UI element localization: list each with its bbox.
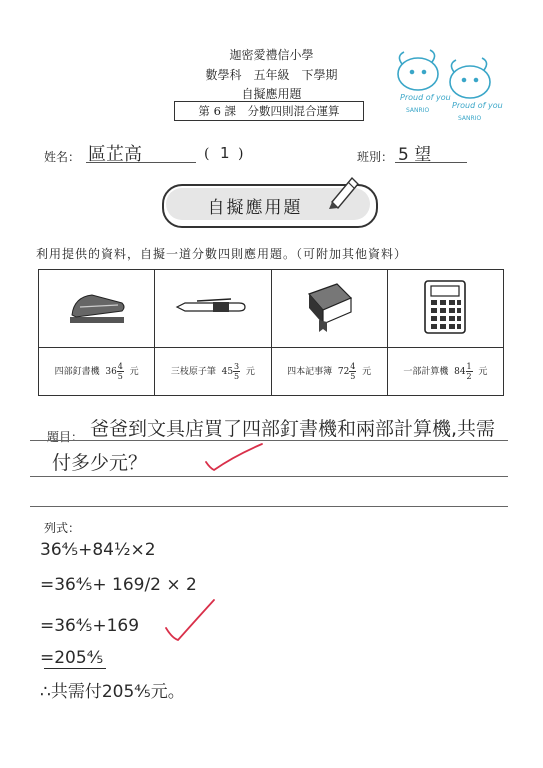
final-answer: ∴共需付205⅘元。	[40, 682, 185, 702]
item-fraction: $\frac{4}{5}$	[350, 362, 356, 381]
item-label: 一部計算機	[403, 367, 449, 377]
item-image-cell	[155, 270, 271, 348]
pencil-icon	[326, 172, 362, 210]
name-label: 姓名：	[44, 150, 81, 164]
question-line-1: 爸爸到文具店買了四部釘書機和兩部計算機,共需	[90, 418, 496, 440]
subject-line: 數學科 五年級 下學期	[205, 68, 338, 82]
number-value: 1	[220, 144, 230, 162]
check-mark-icon	[160, 596, 220, 646]
result-underline	[44, 668, 106, 669]
calculator-icon	[422, 279, 468, 335]
check-mark-icon	[200, 440, 266, 474]
item-fraction: $\frac{3}{5}$	[234, 362, 240, 381]
lesson-title: 第 6 課 分數四則混合運算	[174, 101, 364, 121]
stamp-text-1: Proud of you	[400, 93, 451, 102]
answer-rule-3	[30, 506, 508, 507]
item-label: 四本記事簿	[287, 367, 333, 377]
answer-rule-1	[30, 440, 508, 441]
item-whole: 72	[337, 367, 350, 377]
class-label: 班別：	[357, 150, 394, 164]
name-underline	[86, 162, 196, 163]
item-whole: 84	[454, 367, 466, 377]
working-step-2: =36⅘+ 169/2 × 2	[40, 575, 197, 595]
item-caption	[155, 348, 271, 396]
answer-rule-2	[30, 476, 508, 477]
item-image-cell	[271, 270, 387, 348]
working-step-1: 36⅘+84½×2	[40, 540, 156, 560]
item-fraction: $\frac{1}{2}$	[466, 362, 472, 381]
stamp-text-2b: SANRIO	[458, 115, 482, 122]
item-image-cell	[387, 270, 503, 348]
item-caption	[39, 348, 155, 396]
banner-title: 自擬應用題	[207, 198, 303, 218]
name-value: 區芷高	[88, 144, 142, 165]
question-line-2: 付多少元？	[52, 452, 148, 474]
worksheet-title: 自擬應用題	[241, 87, 302, 101]
item-image-cell	[39, 270, 155, 348]
item-caption	[387, 348, 503, 396]
question-label: 題目：	[47, 430, 84, 444]
stamp-text-2: SANRIO	[406, 107, 430, 114]
item-whole: 36	[105, 367, 117, 377]
stapler-icon	[62, 287, 132, 327]
proud-of-you-stamp	[388, 42, 538, 132]
class-value: 5 望	[398, 145, 432, 165]
item-unit: 元	[129, 367, 139, 377]
number-close: )	[238, 146, 244, 162]
item-label: 四部釘書機	[54, 367, 100, 377]
item-fraction: $\frac{4}{5}$	[117, 362, 123, 381]
item-caption	[271, 348, 387, 396]
item-unit: 元	[245, 367, 255, 377]
pen-icon	[173, 292, 253, 322]
working-step-4: =205⅘	[40, 648, 104, 668]
item-unit: 元	[362, 367, 372, 377]
stamp-text-1b: Proud of you	[452, 101, 503, 110]
number-open: (	[204, 146, 210, 162]
school-name: 迦密愛禮信小學	[229, 48, 314, 62]
notebook-icon	[299, 280, 359, 334]
items-table	[38, 269, 504, 396]
item-unit: 元	[478, 367, 488, 377]
instruction-text: 利用提供的資料，自擬一道分數四則應用題。（可附加其他資料）	[36, 247, 408, 261]
working-label: 列式：	[44, 521, 81, 535]
item-whole: 45	[221, 367, 234, 377]
item-label: 三枝原子筆	[170, 367, 216, 377]
class-underline	[395, 162, 467, 163]
working-step-3: =36⅘+169	[40, 616, 140, 636]
